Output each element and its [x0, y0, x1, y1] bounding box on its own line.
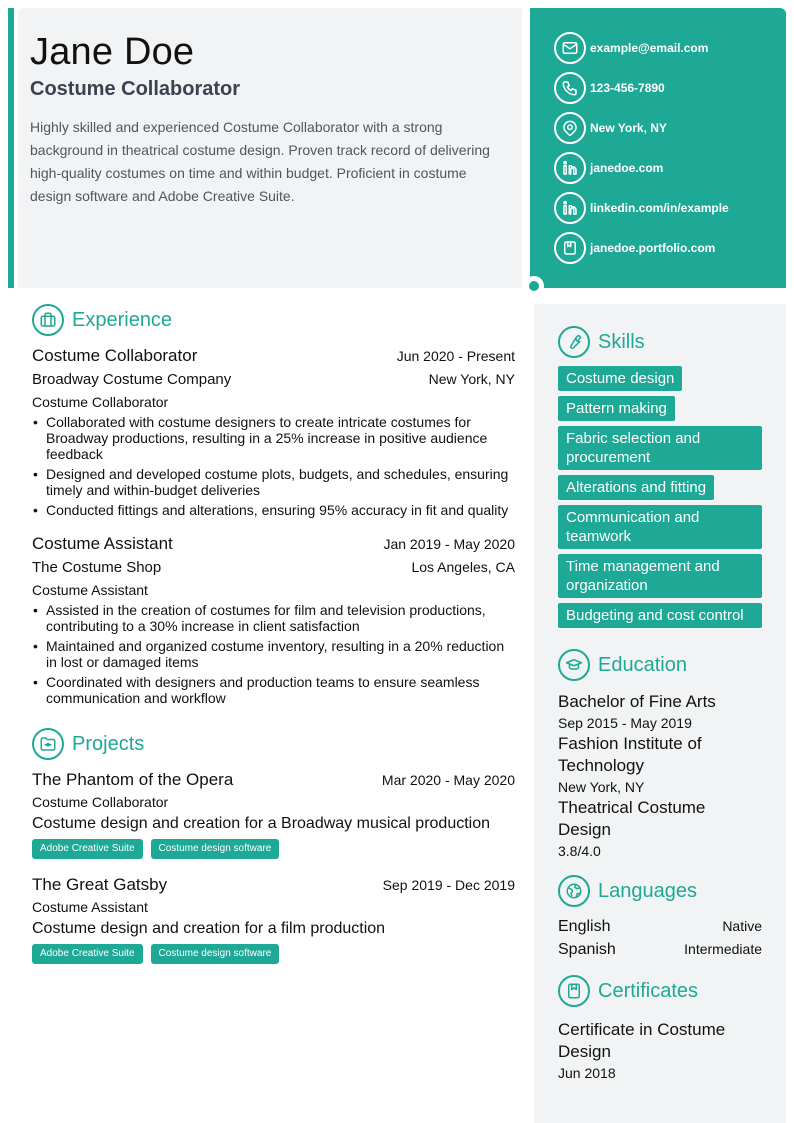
summary: Highly skilled and experienced Costume Collaborator with a strong background in theatrical costume design. Proven track record of delivering high-quality costumes on time and within budget. Proficient in costume design software and Adobe Creative Suite.	[30, 119, 490, 204]
job-entry	[32, 532, 515, 706]
certificate-date: Jun 2018	[558, 1065, 616, 1081]
project-role: Costume Assistant	[32, 899, 148, 915]
experience-title: Experience	[72, 308, 173, 331]
skill-badge: Costume design	[558, 366, 682, 391]
linkedin-icon	[554, 192, 586, 224]
candidate-name: Jane Doe	[30, 31, 195, 73]
bullet: • Maintained and organized costume inventory, resulting in a 20% reduction in lost or damaged items	[32, 638, 515, 670]
job-location: Los Angeles, CA	[411, 559, 515, 575]
briefcase-icon	[32, 304, 64, 336]
main-column	[32, 304, 515, 964]
project-tags	[32, 944, 515, 964]
project-entry	[32, 768, 515, 859]
portfolio-icon	[554, 232, 586, 264]
education-title: Education	[598, 653, 687, 676]
contact-website-text: janedoe.com	[590, 161, 664, 175]
language-row	[558, 915, 762, 938]
experience-heading	[32, 304, 515, 336]
bullet: • Collaborated with costume designers to create intricate costumes for Broadway productions, resulting in a 25% increase in positive audience feedback	[32, 414, 515, 462]
contact-linkedin-text: linkedin.com/in/example	[590, 201, 729, 215]
language-name: English	[558, 918, 611, 935]
skill-badge: Pattern making	[558, 396, 675, 421]
project-title: The Great Gatsby	[32, 875, 168, 894]
job-date: Jun 2020 - Present	[396, 348, 515, 364]
language-name: Spanish	[558, 941, 616, 958]
email-icon	[554, 32, 586, 64]
certificate-name: Certificate in Costume Design	[558, 1020, 726, 1061]
tag: Adobe Creative Suite	[32, 839, 143, 859]
folder-icon	[32, 728, 64, 760]
tag: Adobe Creative Suite	[32, 944, 143, 964]
contact-location	[554, 112, 786, 144]
language-row	[558, 938, 762, 961]
project-tags	[32, 839, 515, 859]
bullet: • Designed and developed costume plots, budgets, and schedules, ensuring timely and within-budget deliveries	[32, 466, 515, 498]
skills-heading	[558, 326, 762, 358]
timeline-dot	[524, 276, 544, 296]
linkedin-icon	[554, 152, 586, 184]
job-entry	[32, 344, 515, 518]
job-bullets	[32, 414, 515, 518]
languages-list	[558, 915, 762, 961]
tag: Costume design software	[151, 839, 280, 859]
contact-panel	[530, 8, 786, 288]
accent-bar	[8, 8, 14, 288]
contact-email[interactable]	[554, 32, 786, 64]
graduation-cap-icon	[558, 649, 590, 681]
job-title: Costume Assistant	[32, 534, 173, 553]
contact-email-text: example@email.com	[590, 41, 709, 55]
sidebar	[534, 304, 786, 1123]
certificates-title: Certificates	[598, 979, 699, 1002]
language-level: Native	[722, 918, 762, 934]
bullet: • Conducted fittings and alterations, ensuring 95% accuracy in fit and quality	[32, 502, 515, 518]
education-gpa: 3.8/4.0	[558, 843, 601, 859]
header-panel	[18, 8, 522, 288]
skill-badge: Fabric selection and procurement	[558, 426, 762, 470]
skill-badge: Time management and organization	[558, 554, 762, 598]
skill-badge: Budgeting and cost control	[558, 603, 762, 628]
job-company: Broadway Costume Company	[32, 371, 232, 388]
globe-icon	[558, 875, 590, 907]
certificates-heading	[558, 975, 762, 1007]
contact-location-text: New York, NY	[590, 121, 667, 135]
contact-phone-text: 123-456-7890	[590, 81, 665, 95]
education-field: Theatrical Costume Design	[558, 798, 706, 839]
education-location: New York, NY	[558, 779, 645, 795]
skill-badge: Alterations and fitting	[558, 475, 714, 500]
contact-portfolio[interactable]	[554, 232, 786, 264]
certificate-icon	[558, 975, 590, 1007]
job-company: The Costume Shop	[32, 559, 162, 576]
skills-list	[558, 366, 762, 633]
job-role: Costume Assistant	[32, 582, 148, 598]
project-title: The Phantom of the Opera	[32, 770, 234, 789]
job-role: Costume Collaborator	[32, 394, 169, 410]
job-date: Jan 2019 - May 2020	[383, 536, 515, 552]
bullet: • Assisted in the creation of costumes for film and television productions, contributing to a 30% increase in client satisfaction	[32, 602, 515, 634]
languages-heading	[558, 875, 762, 907]
projects-heading	[32, 728, 515, 760]
education-date: Sep 2015 - May 2019	[558, 715, 692, 731]
project-role: Costume Collaborator	[32, 794, 169, 810]
project-date: Sep 2019 - Dec 2019	[382, 877, 515, 893]
skill-badge: Communication and teamwork	[558, 505, 762, 549]
skills-title: Skills	[598, 330, 645, 353]
bullet: • Coordinated with designers and production teams to ensure seamless communication and workflow	[32, 674, 515, 706]
project-date: Mar 2020 - May 2020	[381, 772, 515, 788]
job-bullets	[32, 602, 515, 706]
wrench-icon	[558, 326, 590, 358]
contact-portfolio-text: janedoe.portfolio.com	[590, 241, 716, 255]
phone-icon	[554, 72, 586, 104]
projects-title: Projects	[72, 732, 145, 755]
project-description: Costume design and creation for a film production	[32, 920, 386, 937]
contact-phone[interactable]	[554, 72, 786, 104]
location-icon	[554, 112, 586, 144]
contact-website[interactable]	[554, 152, 786, 184]
project-entry	[32, 873, 515, 964]
languages-title: Languages	[598, 879, 697, 902]
education-school: Fashion Institute of Technology	[558, 734, 702, 775]
education-heading	[558, 649, 762, 681]
education-degree: Bachelor of Fine Arts	[558, 692, 716, 711]
project-description: Costume design and creation for a Broadway musical production	[32, 815, 491, 832]
contact-linkedin[interactable]	[554, 192, 786, 224]
tag: Costume design software	[151, 944, 280, 964]
candidate-title: Costume Collaborator	[30, 78, 241, 100]
job-title: Costume Collaborator	[32, 346, 198, 365]
language-level: Intermediate	[684, 941, 762, 957]
job-location: New York, NY	[428, 371, 515, 387]
